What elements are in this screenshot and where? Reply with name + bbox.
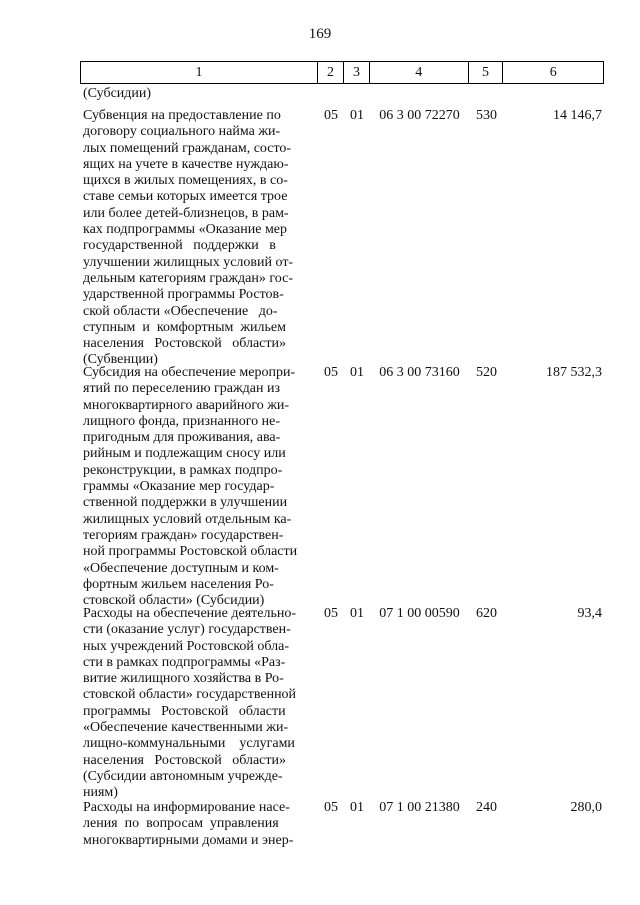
table-row bbox=[80, 800, 604, 849]
header-col-2: 2 bbox=[318, 62, 344, 83]
row-expense-type: 520 bbox=[476, 365, 497, 380]
continuation-row bbox=[80, 86, 604, 102]
row-target-code: 06 3 00 73160 bbox=[379, 365, 460, 380]
row-target-code: 06 3 00 72270 bbox=[379, 108, 460, 123]
row-expense-type: 620 bbox=[476, 606, 497, 621]
row-amount: 93,4 bbox=[577, 606, 602, 621]
row-description: Расходы на обеспечение деятельно- сти (оказание услуг) государствен- ных учреждений Ростовской обла- сти в рамках подпрограммы «Раз- витие жилищного хозяйства в Ро- стовской области» государственной программы Ростовской области «Обеспечение качественными жи- лищно-коммунальными услугами населения Ростовской области» (Субсидии автономным учрежде- ниям) bbox=[83, 606, 297, 801]
row-section: 05 bbox=[324, 108, 338, 123]
row-subsection: 01 bbox=[350, 800, 364, 815]
header-col-1: 1 bbox=[81, 62, 318, 83]
row-section: 05 bbox=[324, 365, 338, 380]
row-subsection: 01 bbox=[350, 108, 364, 123]
header-col-3: 3 bbox=[344, 62, 370, 83]
table-header bbox=[80, 61, 604, 84]
header-col-4: 4 bbox=[370, 62, 469, 83]
row-target-code: 07 1 00 21380 bbox=[379, 800, 460, 815]
table-row bbox=[80, 606, 604, 802]
row-subsection: 01 bbox=[350, 365, 364, 380]
row-amount: 280,0 bbox=[570, 800, 602, 815]
row-expense-type: 530 bbox=[476, 108, 497, 123]
header-col-5: 5 bbox=[469, 62, 504, 83]
row-subsection: 01 bbox=[350, 606, 364, 621]
row-description: Субвенция на предоставление по договору социального найма жи- лых помещений гражданам, состо- ящих на учете в качестве нуждаю- щихся в жилых помещениях, в со- ставе семьи которых имеется трое или более детей-близнецов, в рам- ках подпрограммы «Оказание мер государственной поддержки в улучшении жилищных условий от- дельным категориям граждан» гос- ударственной программы Ростов- ской области «Обеспечение до- ступным и комфортным жильем населения Ростовской области» (Субвенции) bbox=[83, 108, 294, 368]
row-amount: 14 146,7 bbox=[553, 108, 602, 123]
table-row bbox=[80, 108, 604, 369]
row-expense-type: 240 bbox=[476, 800, 497, 815]
row-amount: 187 532,3 bbox=[546, 365, 602, 380]
row-description: Субсидия на обеспечение меропри- ятий по переселению граждан из многоквартирного аварийного жи- лищного фонда, признанного не- пригодным для проживания, ава- рийным и подлежащим сносу или реконструкции, в рамках подпро- граммы «Оказание мер государ- ственной поддержки в улучшении жилищных условий отдельным ка- тегориям граждан» государствен- ной программы Ростовской области «Обеспечение доступным и ком- фортным жильем населения Ро- стовской области» (Субсидии) bbox=[83, 365, 298, 609]
header-col-6: 6 bbox=[549, 65, 557, 80]
row-section: 05 bbox=[324, 606, 338, 621]
row-section: 05 bbox=[324, 800, 338, 815]
page-number: 169 bbox=[308, 26, 332, 42]
continuation-text: (Субсидии) bbox=[83, 86, 152, 101]
table-row bbox=[80, 365, 604, 609]
row-target-code: 07 1 00 00590 bbox=[379, 606, 460, 621]
row-description: Расходы на информирование насе- ления по вопросам управления многоквартирными домами и энер- bbox=[83, 800, 294, 848]
